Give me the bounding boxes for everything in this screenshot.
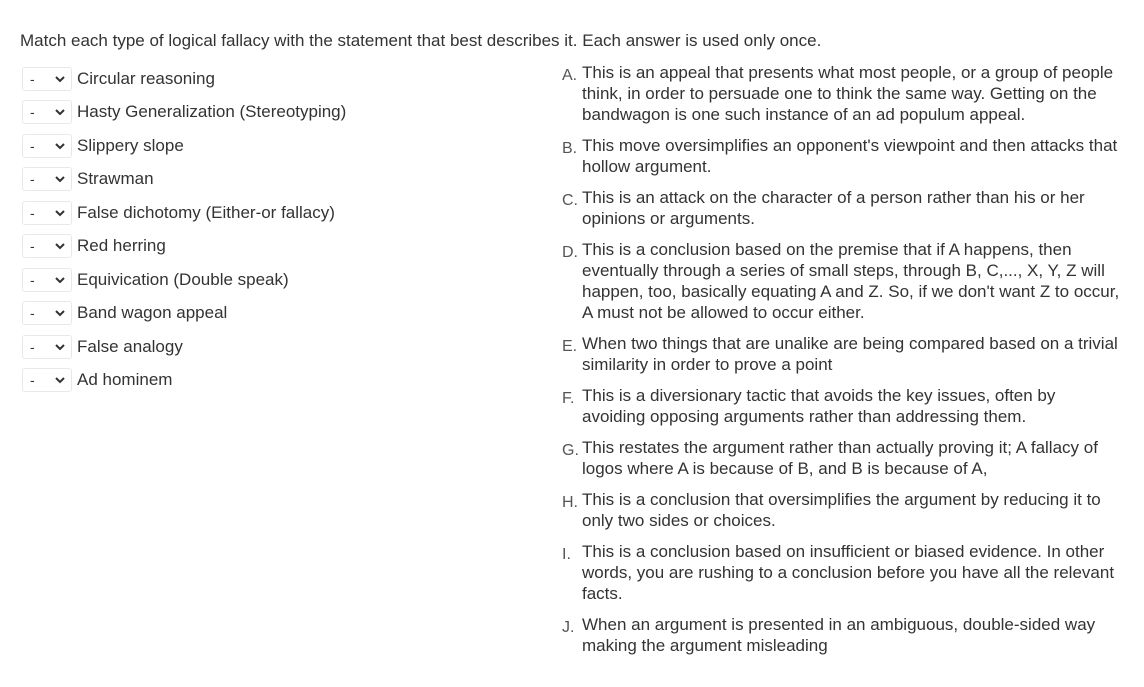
chevron-down-icon (53, 72, 67, 86)
term-label: Strawman (77, 169, 154, 189)
answer-text: This is a conclusion that oversimplifies the argument by reducing it to only two sides or choices. (582, 490, 1101, 530)
select-value: - (30, 171, 35, 188)
chevron-down-icon (53, 273, 67, 287)
select-value: - (30, 70, 35, 87)
select-value: - (30, 204, 35, 221)
match-row (22, 196, 542, 230)
answer-item (562, 333, 1122, 375)
answer-text: This is a diversionary tactic that avoids the key issues, often by avoiding opposing arguments rather than addressing them. (582, 386, 1056, 426)
select-value: - (30, 137, 35, 154)
term-label: Circular reasoning (77, 68, 215, 88)
match-row (22, 62, 542, 96)
answer-text: This is a conclusion based on insufficient or biased evidence. In other words, you are rushing to a conclusion before you have all the relevant facts. (582, 542, 1115, 603)
chevron-down-icon (53, 206, 67, 220)
select-value: - (30, 104, 35, 121)
select-value: - (30, 338, 35, 355)
term-label: Ad hominem (77, 370, 173, 390)
answer-item (562, 489, 1122, 531)
select-value: - (30, 238, 35, 255)
answer-text: This move oversimplifies an opponent's viewpoint and then attacks that hollow argument. (582, 136, 1118, 176)
answer-item (562, 614, 1122, 656)
term-label: Red herring (77, 236, 166, 256)
answer-item (562, 541, 1122, 604)
answer-item (562, 135, 1122, 177)
answer-letter: D. (562, 244, 578, 261)
chevron-down-icon (53, 105, 67, 119)
chevron-down-icon (53, 172, 67, 186)
match-row (22, 297, 542, 331)
select-value: - (30, 305, 35, 322)
match-row (22, 129, 542, 163)
match-row (22, 163, 542, 197)
answer-item (562, 187, 1122, 229)
answer-item (562, 437, 1122, 479)
answer-letter: E. (562, 338, 578, 355)
answer-letter: A. (562, 67, 578, 84)
answer-select[interactable] (22, 234, 72, 258)
question-instructions: Match each type of logical fallacy with the statement that best describes it. Each answer is used only once. (20, 31, 822, 50)
answer-select[interactable] (22, 201, 72, 225)
answer-text: When an argument is presented in an ambiguous, double-sided way making the argument misleading (582, 615, 1096, 655)
answer-letter: G. (562, 442, 579, 459)
answer-select[interactable] (22, 100, 72, 124)
match-row (22, 263, 542, 297)
chevron-down-icon (53, 340, 67, 354)
select-value: - (30, 372, 35, 389)
answer-select[interactable] (22, 167, 72, 191)
answer-select[interactable] (22, 134, 72, 158)
answer-letter: H. (562, 494, 578, 511)
answer-letter: C. (562, 192, 578, 209)
select-value: - (30, 271, 35, 288)
chevron-down-icon (53, 139, 67, 153)
match-row (22, 364, 542, 398)
answer-text: This is a conclusion based on the premise that if A happens, then eventually through a series of small steps, through B, C,..., X, Y, Z will happen, too, basically equating A and Z. So, if we don't want Z to occur, A must not be allowed to occur either. (582, 240, 1120, 322)
answer-letter: F. (562, 390, 575, 407)
chevron-down-icon (53, 239, 67, 253)
truncated-top-text (20, 0, 50, 3)
answer-item (562, 62, 1122, 125)
term-label: Hasty Generalization (Stereotyping) (77, 102, 347, 122)
term-list (22, 62, 542, 397)
answer-text: This restates the argument rather than actually proving it; A fallacy of logos where A is because of B, and B is because of A, (582, 438, 1098, 478)
answer-select[interactable] (22, 67, 72, 91)
answer-select[interactable] (22, 301, 72, 325)
chevron-down-icon (53, 373, 67, 387)
term-label: Equivication (Double speak) (77, 269, 289, 289)
term-label: False analogy (77, 336, 183, 356)
answer-text: When two things that are unalike are being compared based on a trivial similarity in order to prove a point (582, 334, 1118, 374)
term-label: Slippery slope (77, 135, 184, 155)
answer-text: This is an attack on the character of a person rather than his or her opinions or arguments. (582, 188, 1085, 228)
answer-letter: B. (562, 140, 578, 157)
answer-text: This is an appeal that presents what most people, or a group of people think, in order to persuade one to think the same way. Getting on the bandwagon is one such instance of an ad populum appeal. (582, 63, 1114, 124)
answer-item (562, 239, 1122, 323)
answer-select[interactable] (22, 368, 72, 392)
answer-item (562, 385, 1122, 427)
answer-letter: J. (562, 619, 575, 636)
term-label: False dichotomy (Either-or fallacy) (77, 202, 335, 222)
answer-select[interactable] (22, 268, 72, 292)
answer-letter: I. (562, 546, 571, 563)
answer-list (562, 62, 1122, 666)
match-row (22, 230, 542, 264)
answer-select[interactable] (22, 335, 72, 359)
match-row (22, 330, 542, 364)
term-label: Band wagon appeal (77, 303, 228, 323)
chevron-down-icon (53, 306, 67, 320)
match-row (22, 96, 542, 130)
